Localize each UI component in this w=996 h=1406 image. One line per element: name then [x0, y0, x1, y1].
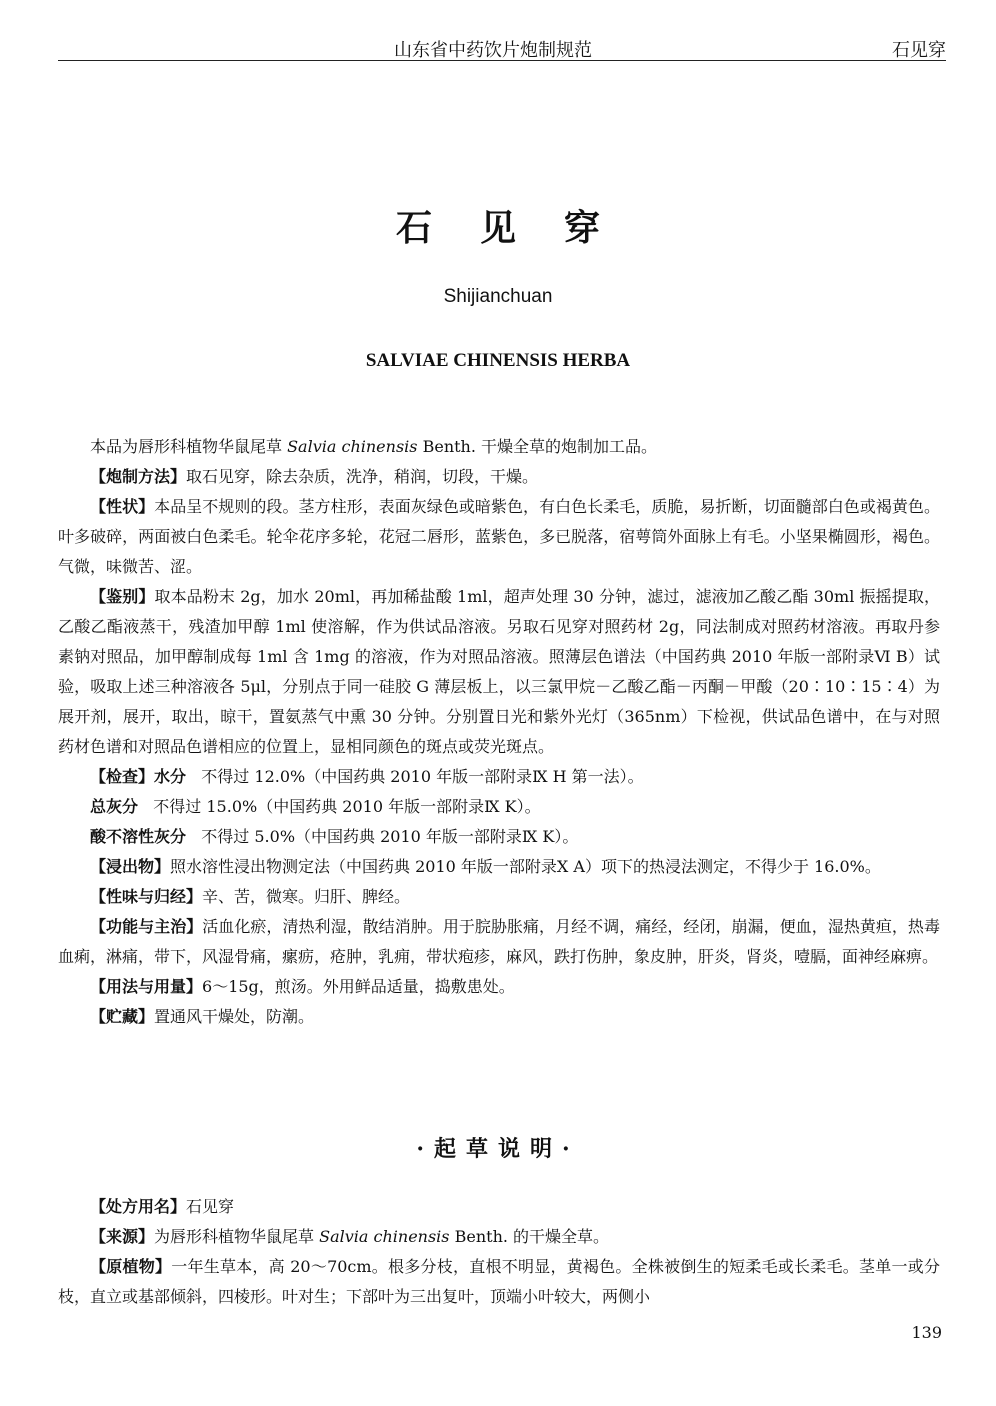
entry-title: 石见穿 [395, 207, 648, 249]
source-text: 为唇形科植物华鼠尾草 [154, 1227, 320, 1246]
description-text: 本品呈不规则的段。茎方柱形，表面灰绿色或暗紫色，有白色长柔毛，质脆，易折断，切面髓部白色或褐黄色。叶多破碎，两面被白色柔毛。轮伞花序多轮，花冠二唇形，蓝紫色，多已脱落，宿萼筒外面脉上有毛。小坚果椭圆形，褐色。气微，味微苦、涩。 [58, 497, 940, 576]
identification-label: 【鉴别】 [90, 587, 155, 606]
source-paragraph [58, 1222, 940, 1252]
drafting-notes-title: ·起草说明· [416, 1136, 580, 1162]
original-plant-text: 一年生草本，高 20～70cm。根多分枝，直根不明显，黄褐色。全株被倒生的短柔毛或长柔毛。茎单一或分枝，直立或基部倾斜，四棱形。叶对生；下部叶为三出复叶，顶端小叶较大，两侧小 [58, 1257, 940, 1306]
extract-text: 照水溶性浸出物测定法（中国药典 2010 年版一部附录Ⅹ A）项下的热浸法测定，不得少于 16.0%。 [170, 857, 881, 876]
total-ash-paragraph [58, 792, 940, 822]
entry-name-header: 石见穿 [892, 40, 946, 61]
source-label: 【来源】 [90, 1227, 155, 1246]
page-number: 139 [911, 1323, 942, 1342]
processing-label: 【炮制方法】 [90, 467, 187, 486]
acid-ash-text: 不得过 5.0%（中国药典 2010 年版一部附录Ⅸ K）。 [201, 827, 579, 846]
entry-pinyin: Shijianchuan [443, 286, 553, 307]
acid-ash-label: 酸不溶性灰分 [90, 827, 187, 846]
usage-label: 【用法与用量】 [90, 977, 203, 996]
description-paragraph [58, 492, 940, 582]
identification-text: 取本品粉末 2g，加水 20ml，再加稀盐酸 1ml，超声处理 30 分钟，滤过，滤液加乙酸乙酯 30ml 振摇提取，乙酸乙酯液蒸干，残渣加甲醇 1ml 使溶解，作为供试品溶液。另取石见穿对照药材 2g，同法制成对照药材溶液。再取丹参素钠对照品，加甲醇制成每 1ml 含 1mg 的溶液，作为对照品溶液。照薄层色谱法（中国药典 2010 年版一部附录Ⅵ B）试验，吸取上述三种溶液各 5μl，分别点于同一硅胶 G 薄层板上，以三氯甲烷－乙酸乙酯－丙酮－甲酸（20∶10∶15∶4）为展开剂，展开，取出，晾干，置氨蒸气中熏 30 分钟。分别置日光和紫外光灯（365nm）下检视，供试品色谱中，在与对照药材色谱和对照品色谱相应的位置上，显相同颜色的斑点或荧光斑点。 [58, 587, 940, 756]
monograph-body [58, 432, 940, 1032]
total-ash-label: 总灰分 [90, 797, 139, 816]
total-ash-text: 不得过 15.0%（中国药典 2010 年版一部附录Ⅸ K）。 [153, 797, 541, 816]
intro-paragraph [58, 432, 940, 462]
property-label: 【性味与归经】 [90, 887, 203, 906]
identification-paragraph [58, 582, 940, 762]
header-rule [58, 60, 946, 61]
examination-label: 【检查】 [90, 767, 155, 786]
prescription-name-label: 【处方用名】 [90, 1197, 187, 1216]
processing-paragraph [58, 462, 940, 492]
property-paragraph [58, 882, 940, 912]
book-title: 山东省中药饮片炮制规范 [394, 40, 592, 61]
original-plant-paragraph [58, 1252, 940, 1312]
entry-latin-name: SALVIAE CHINENSIS HERBA [365, 350, 631, 371]
source-text-end: Benth. 的干燥全草。 [449, 1227, 610, 1246]
extract-label: 【浸出物】 [90, 857, 171, 876]
acid-ash-paragraph [58, 822, 940, 852]
moisture-text: 不得过 12.0%（中国药典 2010 年版一部附录Ⅸ H 第一法）。 [201, 767, 644, 786]
intro-text: 本品为唇形科植物华鼠尾草 [90, 437, 288, 456]
moisture-paragraph [58, 762, 940, 792]
description-label: 【性状】 [90, 497, 155, 516]
intro-text-end: Benth. 干燥全草的炮制加工品。 [417, 437, 658, 456]
usage-text: 6～15g，煎汤。外用鲜品适量，捣敷患处。 [202, 977, 515, 996]
storage-paragraph [58, 1002, 940, 1032]
extract-paragraph [58, 852, 940, 882]
running-header [0, 0, 996, 60]
original-plant-label: 【原植物】 [90, 1257, 172, 1276]
drafting-notes-body [58, 1192, 940, 1312]
moisture-label: 水分 [154, 767, 187, 786]
function-label: 【功能与主治】 [90, 917, 203, 936]
storage-text: 置通风干燥处，防潮。 [154, 1007, 315, 1026]
prescription-name-paragraph [58, 1192, 940, 1222]
function-paragraph [58, 912, 940, 972]
processing-text: 取石见穿，除去杂质，洗净，稍润，切段，干燥。 [186, 467, 539, 486]
source-species: Salvia chinensis [319, 1227, 450, 1246]
species-name: Salvia chinensis [287, 437, 418, 456]
usage-paragraph [58, 972, 940, 1002]
property-text: 辛、苦，微寒。归肝、脾经。 [202, 887, 411, 906]
prescription-name-text: 石见穿 [186, 1197, 235, 1216]
function-text: 活血化瘀，清热利湿，散结消肿。用于脘胁胀痛，月经不调，痛经，经闭，崩漏，便血，湿热黄疸，热毒血痢，淋痛，带下，风湿骨痛，瘰疬，疮肿，乳痈，带状疱疹，麻风，跌打伤肿，象皮肿，肝炎，肾炎，噎膈，面神经麻痹。 [58, 917, 940, 966]
storage-label: 【贮藏】 [90, 1007, 155, 1026]
